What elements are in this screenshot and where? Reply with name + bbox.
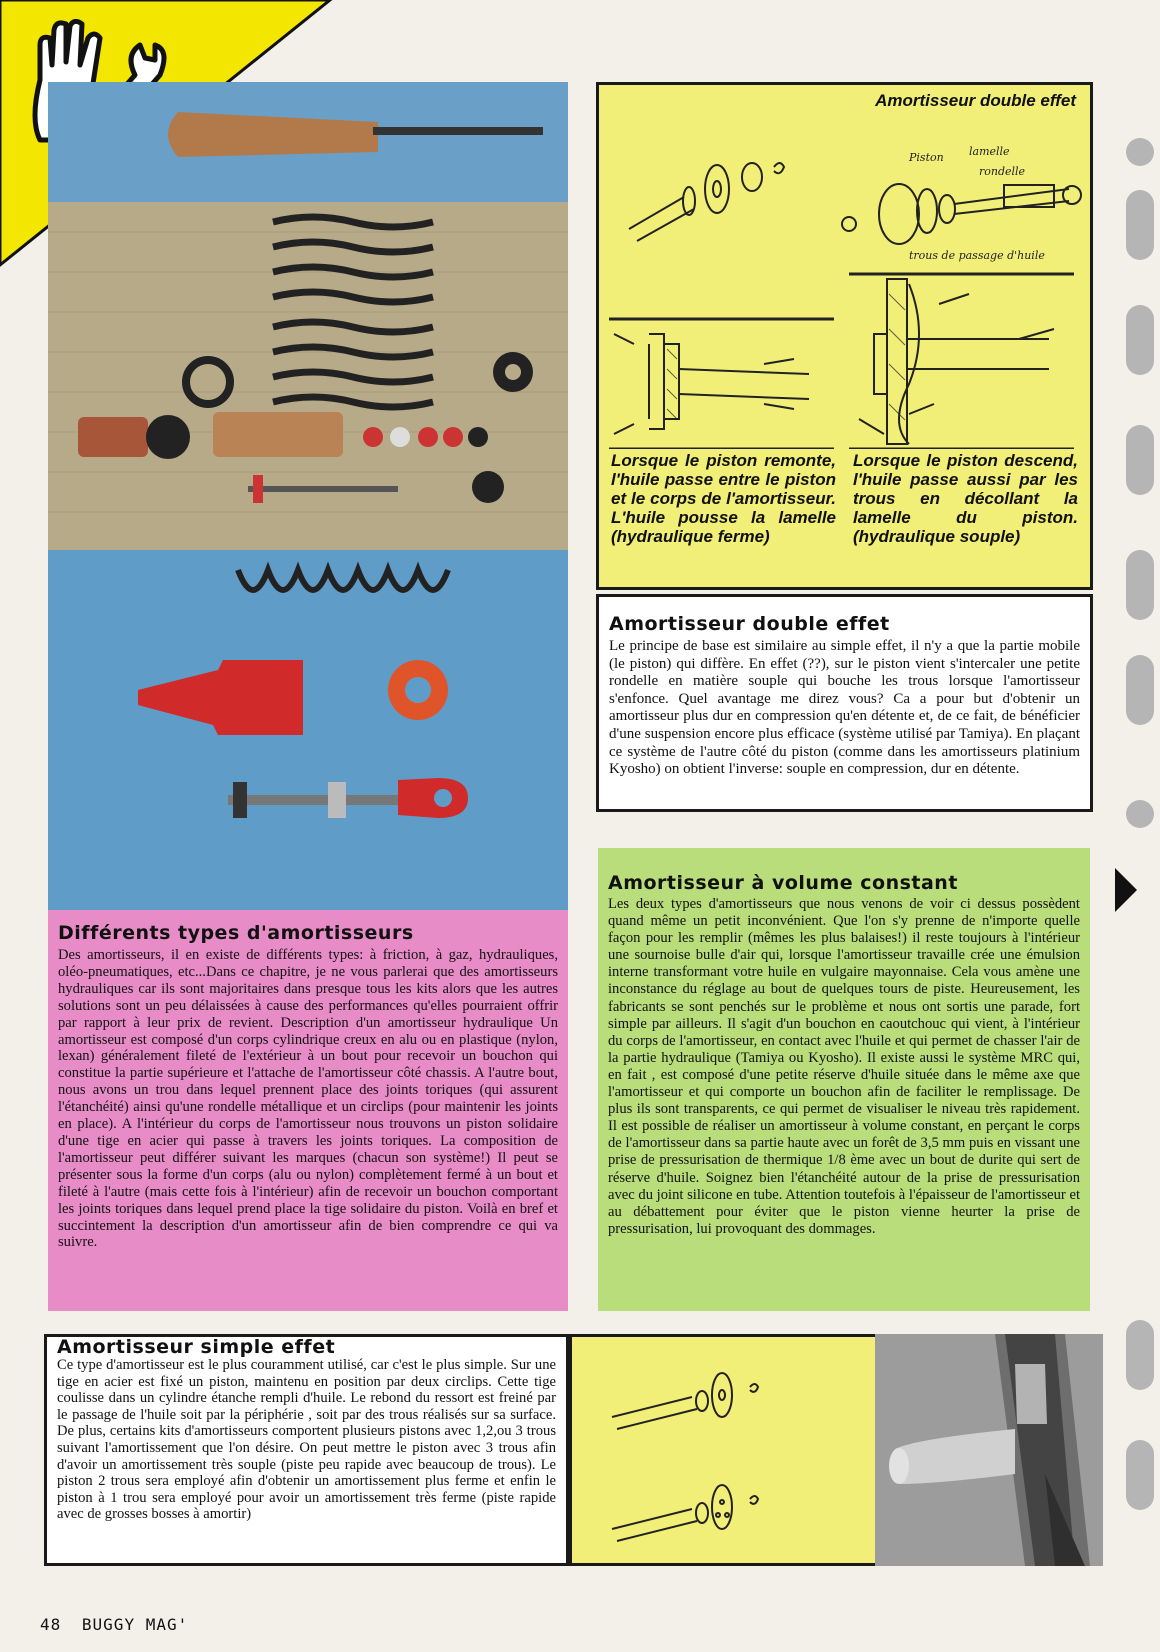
section-title: Amortisseur à volume constant [608, 872, 958, 894]
constant-volume-section [598, 848, 1090, 1311]
shock-parts-photo [48, 82, 568, 550]
simple-effect-section [44, 1334, 569, 1566]
label-piston: Piston [909, 151, 944, 164]
binder-slot [1126, 190, 1154, 260]
binder-slot [1126, 655, 1154, 725]
binder-slot [1126, 1320, 1154, 1390]
binder-slot [1126, 550, 1154, 620]
label-rondelle: rondelle [979, 165, 1026, 178]
section-title: Amortisseur simple effet [57, 1336, 336, 1358]
binder-hole [1126, 800, 1154, 828]
double-effect-diagram [596, 82, 1093, 590]
section-text: Les deux types d'amortisseurs que nous venons de voir ci dessus possèdent quand même un petit inconvénient. Que l'on s'y prenne de n'importe quelle façon pour les remplir (mêmes les plus balaises!) il reste toujours à l'intérieur une sournoise bulle d'air qui, lorsque l'amortisseur travaille crée une émulsion interne transformant votre huile en vulgaire mayonnaise. Cela vous amène une inconstance du réglage au bout de quelques tours de piste. Heureusement, les fabricants se sont penchés sur le problème et nous ont sortis une parade, fort simple par ailleurs. Il s'agit d'un bouchon en caoutchouc qui vient, à l'intérieur du corps de l'amortisseur, en contact avec l'huile et qui permet de chasser l'air de la partie hydraulique (Tamiya ou Kyosho). Il existe aussi le système MRC qui, en fait , est composé d'une petite réserve d'huile située dans le même axe que l'amortisseur et qui comporte un bouchon afin de faciliter le remplissage. De plus ils sont transparents, ce qui permet de visualiser le niveau très rapidement. Il est possible de réaliser un amortisseur à volume constant, en perçant le corps de l'amortisseur dans sa partie haute avec un forêt de 3,5 mm puis en vissant une prise de pressurisation de thermique 1/8 ème avec un bout de durite qui sert de réserve d'huile. Soignez bien l'étanchéité autour de la prise de pressurisation avec du joint silicone en tube. Attention toutefois à l'épaisseur de l'amortisseur et au débattement pour éviter que le piston vienne heurter la prise de pressurisation, lui provoquant des dommages. [608, 896, 1080, 1237]
section-text: Le principe de base est similaire au simple effet, il n'y a que la partie mobile (le piston) qui diffère. En effet (??), sur le piston vient s'intercaler une petite rondelle en matière souple qui bouche les trous lorsque l'amortisseur s'enfonce. Quel avantage me direz vous? Ca a pour but d'obtenir un amortisseur plus dur en compression qu'en détente et, de ce fait, de bénéficier d'une suspension encore plus efficace (système utilisé par Tamiya). En plaçant ce système de l'autre côté du piston (comme dans les amortisseurs platinium Kyosho) on obtient l'inverse: souple en compression, dur en détente. [609, 638, 1080, 778]
red-shock-parts-photo [48, 550, 568, 910]
shock-types-section [48, 910, 568, 1311]
page-footer [40, 1615, 188, 1634]
binder-slot [1126, 425, 1154, 495]
diagram-heading: Amortisseur double effet [875, 91, 1076, 110]
piston-drawings [609, 119, 1084, 449]
section-title: Amortisseur double effet [609, 613, 890, 635]
caption-piston-up: Lorsque le piston remonte, l'huile passe entre le piston et le corps de l'amortisseur. L'huile pousse la lamelle (hydraulique ferme) [611, 451, 836, 546]
caption-piston-down: Lorsque le piston descend, l'huile passe aussi par les trous en décollant la lamelle du piston.(hydraulique souple) [853, 451, 1078, 546]
binder-hole [1126, 138, 1154, 166]
next-page-arrow-icon [1115, 868, 1137, 912]
section-text: Des amortisseurs, il en existe de différents types: à friction, à gaz, hydrauliques, oléo-pneumatiques, etc...Dans ce chapitre, je ne vous parlerai que des amortisseurs hydrauliques car ils sont majoritaires dans presque tous les kits alors que les autres solutions sont un peu délaissées à cause des performances qu'elles pourraient offrir par rapport à leur prix de revient. Description d'un amortisseur hydraulique Un amortisseur est composé d'un corps cylindrique creux en alu ou en plastique (nylon, lexan) généralement fileté de l'extérieur à un bout pour recevoir un bouchon qui constitue la partie supérieure et l'attache de l'amortisseur côté chassis. A l'autre bout, nous avons un trou dans lequel prennent place des joints toriques (qui assurent l'étanchéité) ainsi qu'une rondelle métallique et un circlips (pour maintenir les joints en place). A l'intérieur du corps de l'amortisseur nous trouvons un piston solidaire d'une tige en acier qui passe à travers les joints toriques. La composition de l'amortisseur peut différer suivant les marques (chacun son système!) Il peut se présenter sous la forme d'un corps (alu ou nylon) complètement fermé à un bout et fileté à l'autre (mais cette fois à l'intérieur) afin de recevoir un bouchon comportant les joints toriques dans lequel prend place la tige solidaire du piston. Voilà en bref et succintement la description d'un amortisseur afin de bien comprendre ce qui va suivre. [58, 947, 558, 1251]
double-effect-section [596, 594, 1093, 812]
label-lamelle: lamelle [969, 145, 1010, 158]
magazine-name: BUGGY MAG' [81, 1615, 189, 1634]
section-title: Différents types d'amortisseurs [58, 922, 414, 944]
transparent-shock-photo [875, 1334, 1103, 1566]
section-text: Ce type d'amortisseur est le plus couramment utilisé, car c'est le plus simple. Sur une tige en acier est fixé un piston, maintenu en position par deux circlips. Cette tige coulisse dans un cylindre étanche rempli d'huile. Le rebond du ressort est freiné par le passage de l'huile soit par la périphérie , soit par des trous réalisés sur sa surface. De plus, certains kits d'amortisseurs comportent plusieurs pistons avec 1,2,ou 3 trous suivant l'amortissement que l'on désire. On peut mettre le piston avec 3 trous afin d'avoir un amortissement très souple (piste peu rapide avec beaucoup de trous). Le piston 2 trous sera employé afin d'obtenir un amortissement plus ferme et enfin le piston à 1 trou sera employé pour avoir un amortissement très ferme (piste rapide avec de grosses bosses à amortir) [57, 1357, 556, 1523]
label-trous: trous de passage d'huile [909, 249, 1045, 262]
binder-slot [1126, 305, 1154, 375]
binder-slot [1126, 1440, 1154, 1510]
page-number: 48 [40, 1615, 62, 1634]
simple-piston-diagram [569, 1334, 878, 1566]
